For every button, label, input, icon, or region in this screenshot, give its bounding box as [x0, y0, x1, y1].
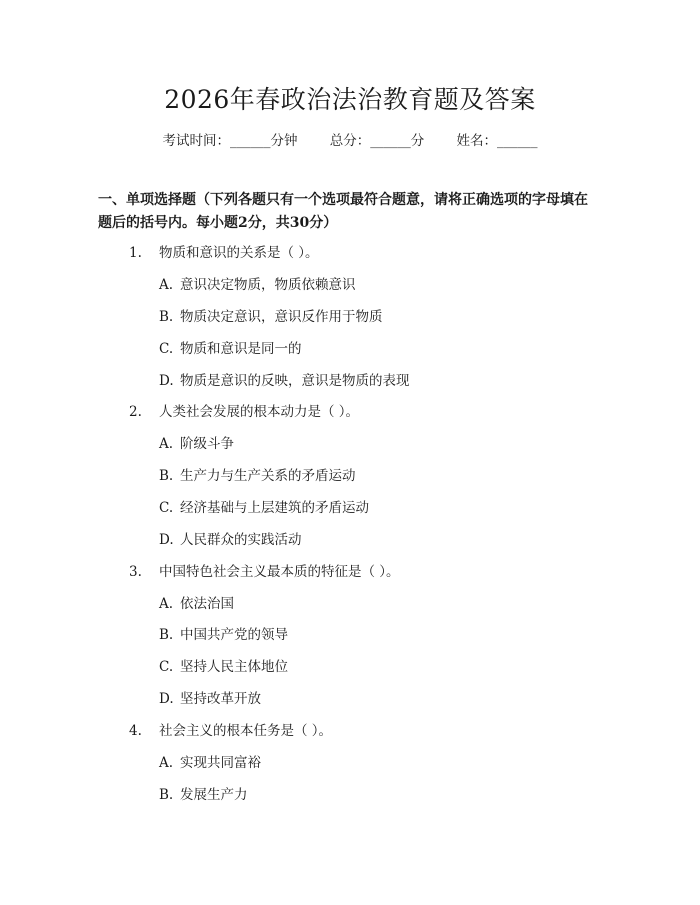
total-score-label: 总分：	[329, 133, 371, 149]
option-text: 意识决定物质，物质依赖意识	[180, 277, 356, 293]
option-text: 阶级斗争	[180, 436, 234, 452]
option-letter: C.	[159, 500, 174, 516]
question-text: 人类社会发展的根本动力是（ ）。	[159, 404, 360, 420]
question-2-option-b	[159, 466, 356, 486]
question-4-option-b	[159, 785, 248, 805]
question-2	[129, 402, 359, 422]
question-3-option-d	[159, 689, 261, 709]
question-1	[129, 243, 319, 263]
question-text: 社会主义的根本任务是（ ）。	[159, 723, 333, 739]
exam-time-label: 考试时间：	[162, 133, 230, 149]
total-score-field	[330, 131, 425, 151]
option-text: 依法治国	[180, 596, 234, 612]
name-field	[457, 131, 538, 151]
option-letter: D.	[159, 691, 174, 707]
option-letter: B.	[159, 309, 174, 325]
question-3-option-a	[159, 594, 234, 614]
name-blank: ______	[497, 133, 538, 149]
page-title: 2026年春政治法治教育题及答案	[164, 85, 536, 114]
option-text: 物质和意识是同一的	[180, 341, 302, 357]
option-text: 坚持人民主体地位	[180, 659, 288, 675]
question-number: 3.	[129, 564, 142, 580]
question-3-option-c	[159, 657, 288, 677]
option-letter: C.	[159, 341, 174, 357]
name-label: 姓名：	[456, 133, 498, 149]
section-heading: 一、单项选择题（下列各题只有一个选项最符合题意，请将正确选项的字母填在题后的括号内。每小题2分，共30分）	[98, 192, 588, 231]
question-3-option-b	[159, 625, 288, 645]
exam-time-field	[162, 131, 297, 151]
option-text: 发展生产力	[180, 787, 248, 803]
option-text: 坚持改革开放	[180, 691, 261, 707]
question-2-option-d	[159, 530, 302, 550]
option-letter: A.	[159, 277, 174, 293]
question-1-option-a	[159, 275, 356, 295]
option-text: 物质决定意识，意识反作用于物质	[180, 309, 383, 325]
exam-info-line	[0, 131, 700, 151]
question-text: 物质和意识的关系是（ ）。	[159, 245, 319, 261]
question-4-option-a	[159, 753, 261, 773]
question-3	[129, 562, 400, 582]
question-1-option-c	[159, 339, 302, 359]
question-1-option-d	[159, 371, 410, 391]
question-2-option-c	[159, 498, 369, 518]
option-letter: C.	[159, 659, 174, 675]
total-score-unit: 分	[410, 133, 425, 149]
option-letter: B.	[159, 468, 174, 484]
question-4	[129, 721, 332, 741]
question-number: 2.	[129, 404, 142, 420]
option-text: 人民群众的实践活动	[180, 532, 302, 548]
option-letter: A.	[159, 755, 174, 771]
option-text: 中国共产党的领导	[180, 627, 288, 643]
total-score-blank: ______	[370, 133, 411, 149]
option-letter: B.	[159, 627, 174, 643]
option-text: 经济基础与上层建筑的矛盾运动	[180, 500, 369, 516]
exam-time-unit: 分钟	[270, 133, 298, 149]
question-2-option-a	[159, 434, 234, 454]
option-letter: A.	[159, 596, 174, 612]
question-1-option-b	[159, 307, 383, 327]
option-text: 实现共同富裕	[180, 755, 261, 771]
option-text: 物质是意识的反映，意识是物质的表现	[180, 373, 410, 389]
question-text: 中国特色社会主义最本质的特征是（ ）。	[159, 564, 400, 580]
exam-time-blank: ______	[229, 133, 271, 149]
option-letter: D.	[159, 373, 174, 389]
option-letter: B.	[159, 787, 174, 803]
option-text: 生产力与生产关系的矛盾运动	[180, 468, 356, 484]
option-letter: D.	[159, 532, 174, 548]
question-number: 1.	[129, 245, 142, 261]
question-number: 4.	[129, 723, 142, 739]
option-letter: A.	[159, 436, 174, 452]
